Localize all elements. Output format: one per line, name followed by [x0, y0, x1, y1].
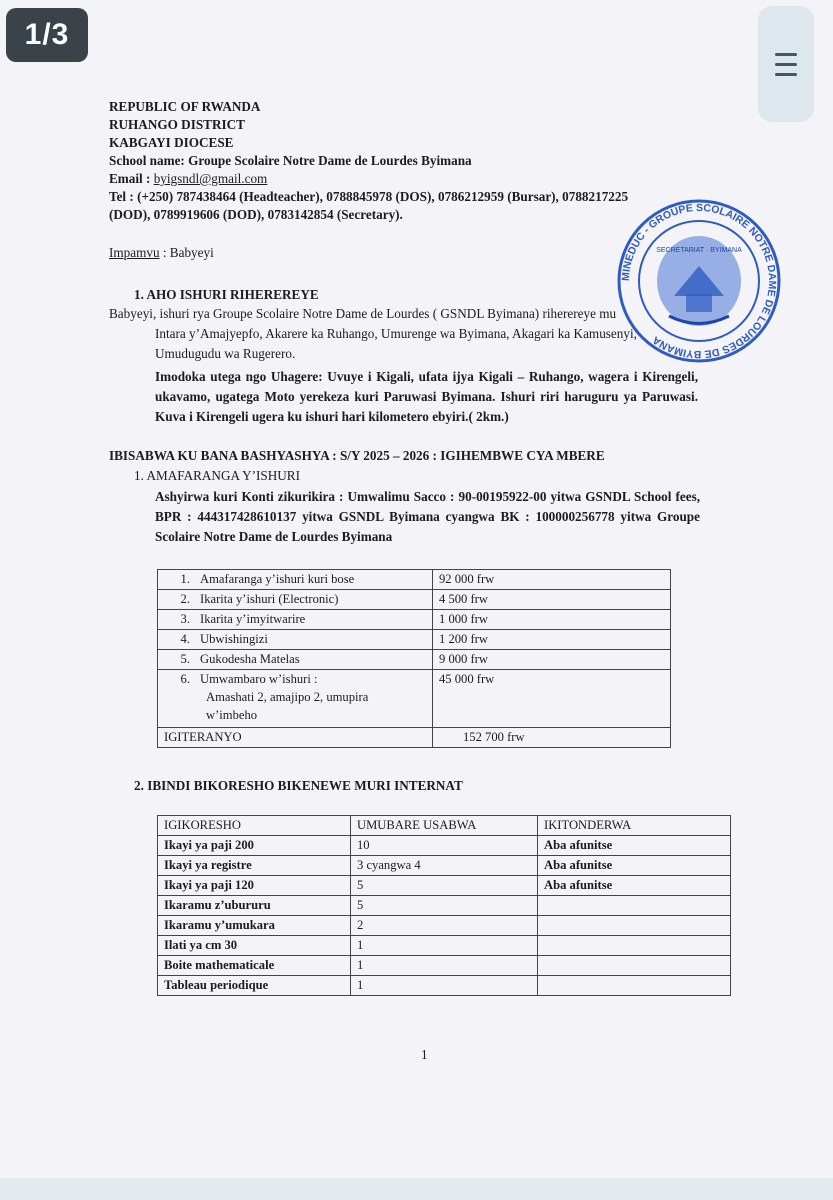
- table-row: Ikayi ya paji 200 10 Aba afunitse: [158, 836, 731, 856]
- viewer-bottom-bar: [0, 1178, 833, 1200]
- section1-heading: 1. AHO ISHURI RIHEREREYE: [134, 287, 319, 302]
- header-email: [109, 170, 267, 188]
- materials-heading: 2. IBINDI BIKORESHO BIKENEWE MURI INTERNAT: [134, 778, 463, 793]
- table-row: 2. Ikarita y’ishuri (Electronic) 4 500 frw: [158, 590, 671, 610]
- table-row: Ikaramu y’umukara 2: [158, 916, 731, 936]
- school-stamp-seal: [614, 196, 784, 366]
- table-row: Ilati ya cm 30 1: [158, 936, 731, 956]
- header-tel-line-2: (DOD), 0789919606 (DOD), 0783142854 (Secretary).: [109, 207, 403, 222]
- header-line-district: RUHANGO DISTRICT: [109, 117, 245, 132]
- subject-line: [109, 244, 214, 262]
- table-row: Ikaramu z’ubururu 5: [158, 896, 731, 916]
- table-row: 1. Amafaranga y’ishuri kuri bose 92 000 frw: [158, 570, 671, 590]
- table-row: 6. Umwambaro w’ishuri : Amashati 2, amajipo 2, umupira w’imbeho 45 000 frw: [158, 670, 671, 728]
- menu-button[interactable]: [758, 6, 814, 122]
- page-number: 1: [421, 1047, 428, 1062]
- header-line-diocese: KABGAYI DIOCESE: [109, 135, 234, 150]
- table-total-row: IGITERANYO 152 700 frw: [158, 728, 671, 748]
- header-tel-line-1: Tel : (+250) 787438464 (Headteacher), 0788845978 (DOS), 0786212959 (Bursar), 0788217225: [109, 189, 629, 204]
- email-label: Email :: [109, 171, 154, 186]
- materials-table: [157, 815, 731, 996]
- fees-heading: IBISABWA KU BANA BASHYASHYA : S/Y 2025 – 2026 : IGIHEMBWE CYA MBERE: [109, 448, 605, 463]
- fees-account-info: Ashyirwa kuri Konti zikurikira : Umwalimu Sacco : 90-00195922-00 yitwa GSNDL School fees, BPR : 444317428610137 yitwa GSNDL Byimana cyangwa BK : 100000256778 yitwa Groupe Scolaire Notre Dame de Lourdes Byimana: [155, 489, 700, 544]
- section1-para-line-2: Intara y’Amajyepfo, Akarere ka Ruhango, Umurenge wa Byimana, Akagari ka Kamusenyi,: [155, 326, 637, 341]
- table-row: Boite mathematicale 1: [158, 956, 731, 976]
- table-row: 5. Gukodesha Matelas 9 000 frw: [158, 650, 671, 670]
- table-header-row: IGIKORESHO UMUBARE USABWA IKITONDERWA: [158, 816, 731, 836]
- fees-table: [157, 569, 671, 748]
- header-school-name: School name: Groupe Scolaire Notre Dame de Lourdes Byimana: [109, 153, 472, 168]
- table-row: 4. Ubwishingizi 1 200 frw: [158, 630, 671, 650]
- subject-label: Impamvu: [109, 245, 160, 260]
- page-counter-badge: 1/3: [6, 8, 88, 62]
- table-row: Tableau periodique 1: [158, 976, 731, 996]
- header-line-republic: REPUBLIC OF RWANDA: [109, 99, 261, 114]
- stamp-inner-text: SECRETARIAT · BYIMANA: [656, 247, 742, 254]
- stamp-outer-text: MINEDUC - GROUPE SCOLAIRE NOTRE DAME DE LOURDES DE BYIMANA: [619, 201, 779, 361]
- table-row: Ikayi ya registre 3 cyangwa 4 Aba afunitse: [158, 856, 731, 876]
- table-row: 3. Ikarita y’imyitwarire 1 000 frw: [158, 610, 671, 630]
- fees-subheading: 1. AMAFARANGA Y’ISHURI: [134, 468, 300, 483]
- section1-para-line-3: Umudugudu wa Rugerero.: [155, 346, 296, 361]
- subject-value: : Babyeyi: [159, 245, 214, 260]
- table-row: Ikayi ya paji 120 5 Aba afunitse: [158, 876, 731, 896]
- section1-para-line-1: Babyeyi, ishuri rya Groupe Scolaire Notre Dame de Lourdes ( GSNDL Byimana) riherereye mu: [109, 306, 617, 321]
- email-link[interactable]: byigsndl@gmail.com: [153, 171, 268, 186]
- hamburger-menu-icon: [775, 53, 797, 76]
- section1-directions: Imodoka utega ngo Uhagere: Uvuye i Kigali, ufata ijya Kigali – Ruhango, wagera i Kirengeli, ukavamo, ugatega Moto yerekeza kuri Paruwasi Byimana. Ishuri riri haruguru ya Paruwasi. Kuva i Kirengeli ugera ku ishuri hari kilometero ebyiri.( 2km.): [155, 369, 698, 424]
